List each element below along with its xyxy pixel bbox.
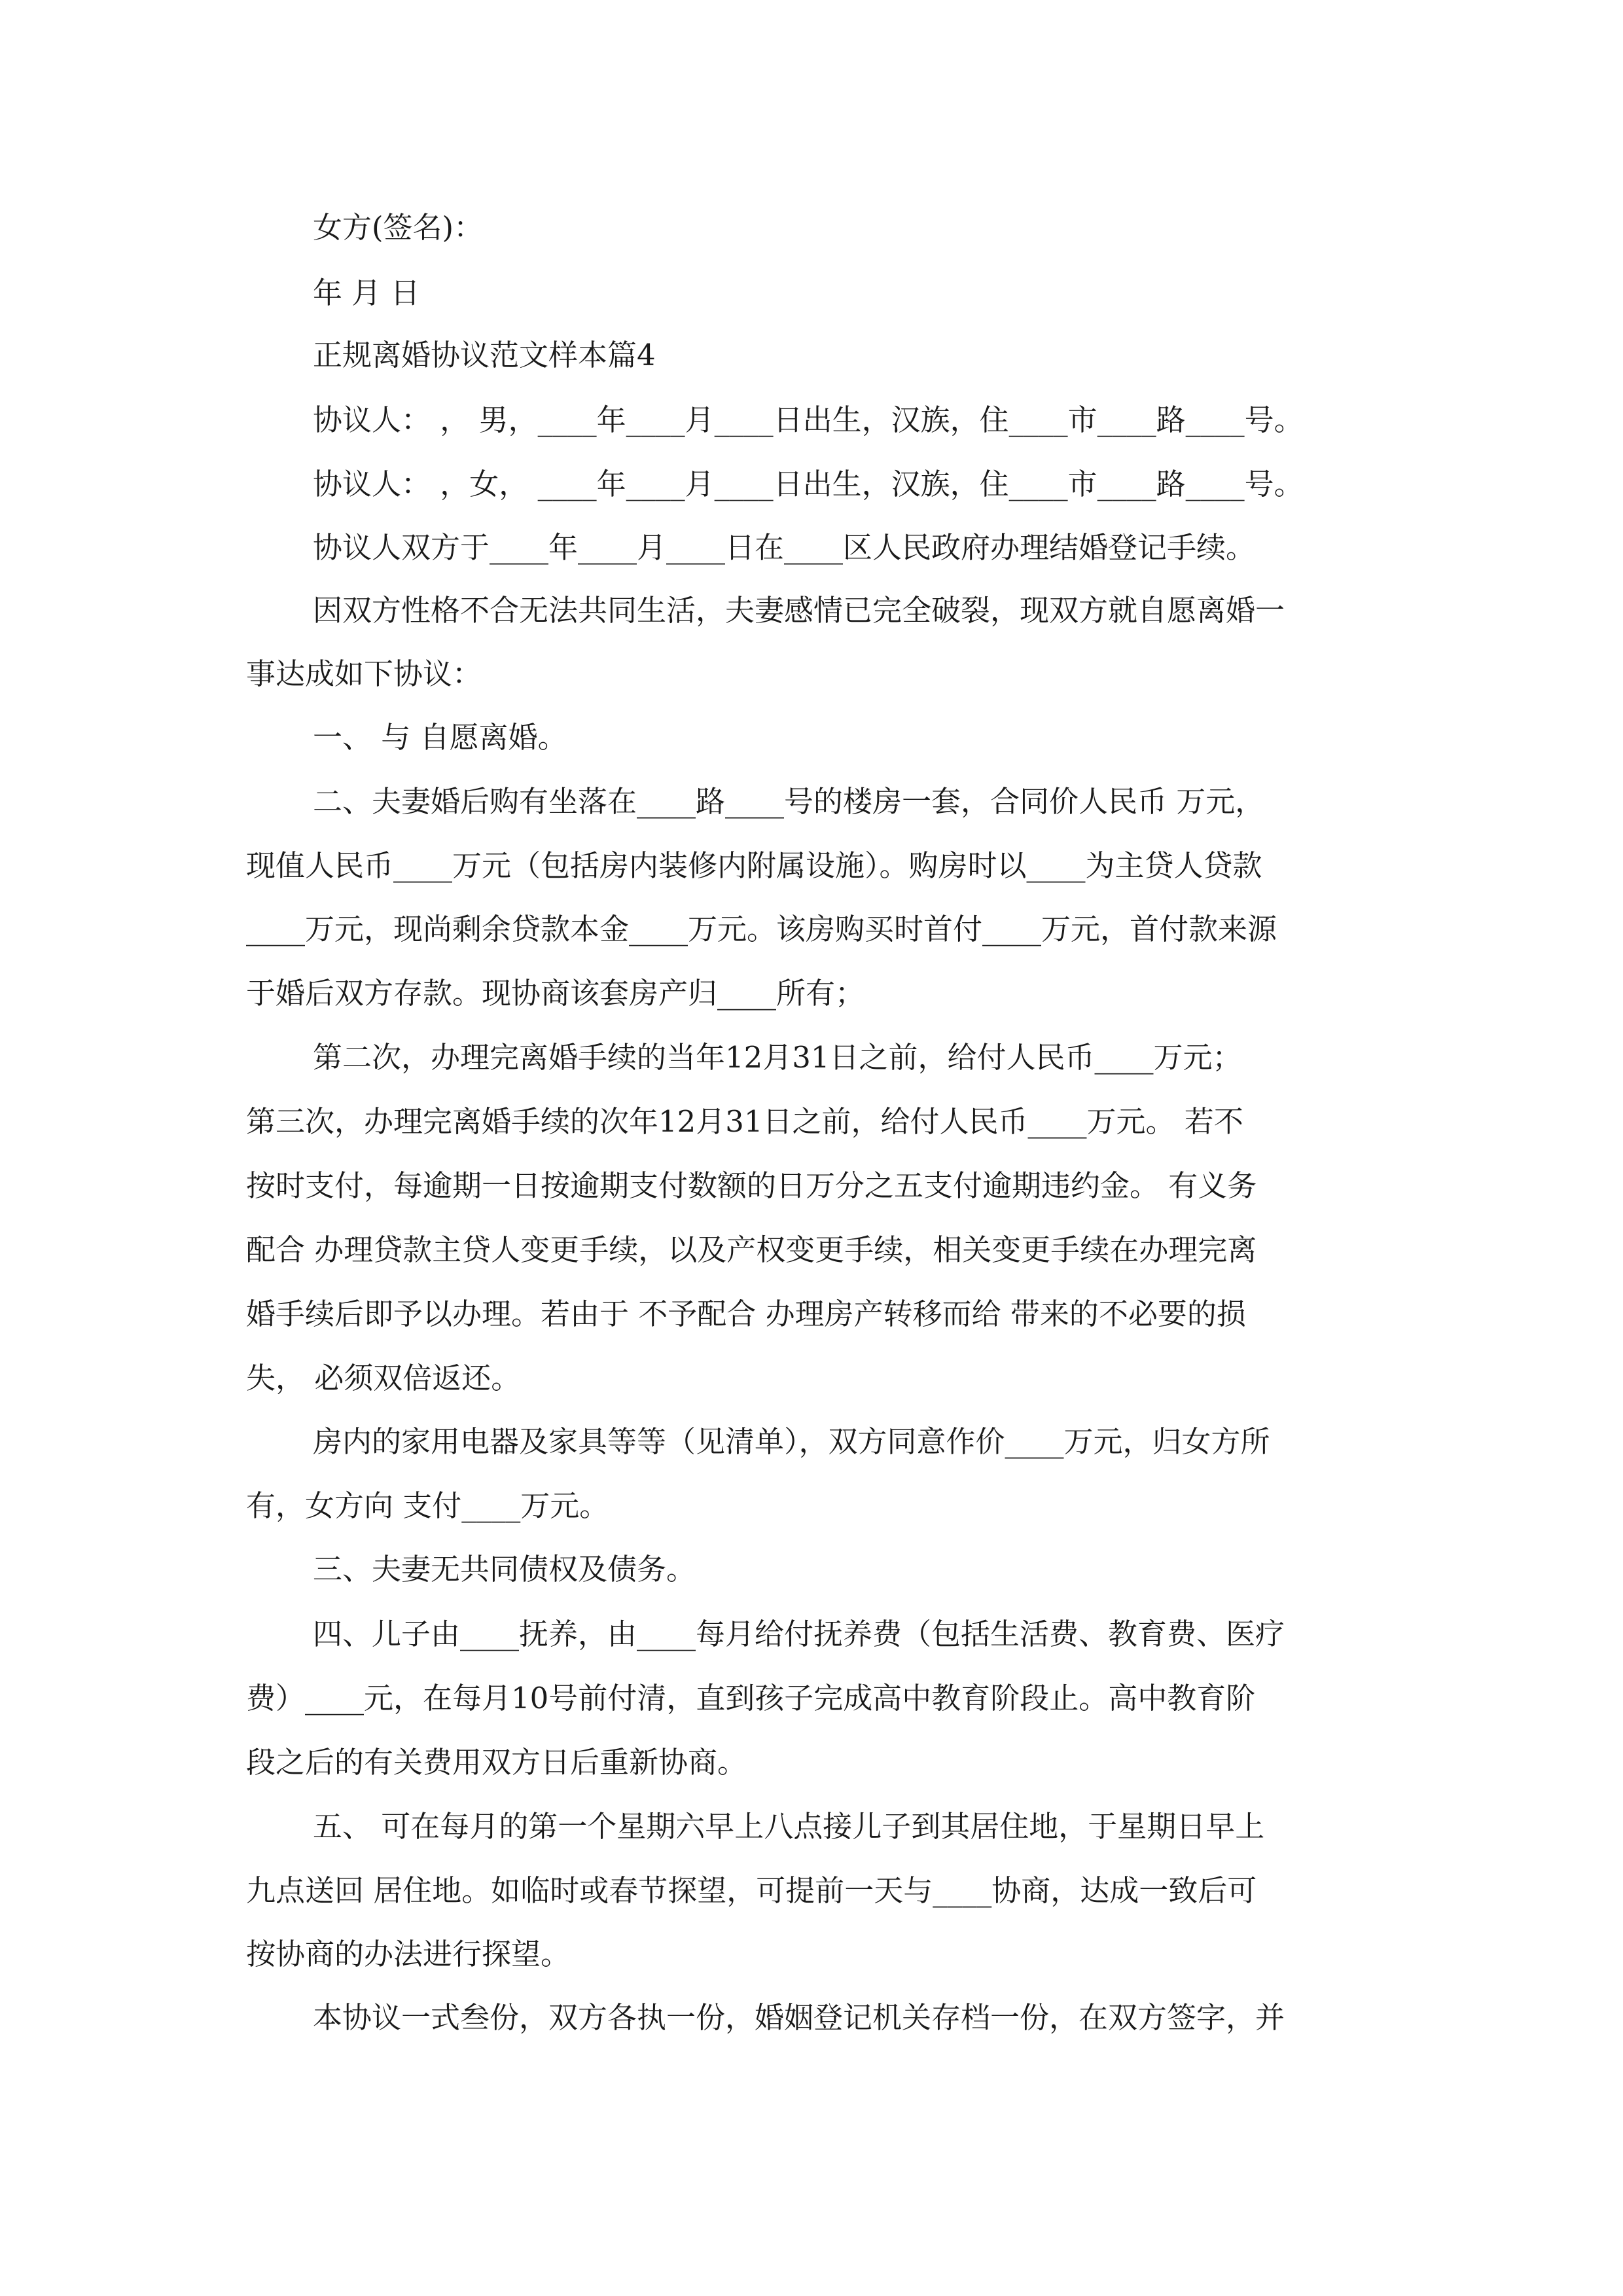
clause-one: 一、 与 自愿离婚。 (313, 720, 567, 755)
clause-two-line: ____万元，现尚剩余贷款本金____万元。该房购买时首付____万元，首付款来源 (246, 912, 1277, 946)
clause-two-line: 二、夫妻婚后购有坐落在____路____号的楼房一套，合同价人民币 万元， (313, 784, 1265, 819)
section-title: 正规离婚协议范文样本篇4 (313, 338, 656, 372)
party-two-line: 协议人： ，女， ____年____月____日出生，汉族，住____市____路____号。 (313, 467, 1304, 501)
clause-two-line: 于婚后双方存款。现协商该套房产归____所有； (246, 976, 865, 1011)
appliances-line: 房内的家用电器及家具等等（见清单），双方同意作价____万元，归女方所 (313, 1424, 1270, 1459)
party-one-line: 协议人： ， 男，____年____月____日出生，汉族，住____市____路____号。 (313, 403, 1304, 437)
clause-four-line: 费）____元，在每月10号前付清，直到孩子完成高中教育阶段止。高中教育阶 (246, 1681, 1256, 1715)
payment-line: 婚手续后即予以办理。若由于 不予配合 办理房产转移而给 带来的不必要的损 (246, 1297, 1246, 1331)
clause-three: 三、夫妻无共同债权及债务。 (313, 1552, 696, 1587)
closing-line: 本协议一式叁份，双方各执一份，婚姻登记机关存档一份，在双方签字，并 (313, 2000, 1285, 2035)
payment-line: 第二次，办理完离婚手续的当年12月31日之前，给付人民币____万元； (313, 1040, 1242, 1075)
appliances-line: 有，女方向 支付____万元。 (246, 1488, 609, 1523)
payment-line: 配合 办理贷款主贷人变更手续，以及产权变更手续，相关变更手续在办理完离 (246, 1232, 1257, 1267)
date-line: 年 月 日 (313, 276, 420, 310)
clause-five-line: 九点送回 居住地。如临时或春节探望，可提前一天与____协商，达成一致后可 (246, 1873, 1257, 1908)
clause-four-line: 四、儿子由____抚养，由____每月给付抚养费（包括生活费、教育费、医疗 (313, 1617, 1285, 1651)
clause-two-line: 现值人民币____万元（包括房内装修内附属设施）。购房时以____为主贷人贷款 (246, 848, 1262, 883)
paragraph-line: 因双方性格不合无法共同生活，夫妻感情已完全破裂，现双方就自愿离婚一 (313, 593, 1285, 628)
clause-four-line: 段之后的有关费用双方日后重新协商。 (246, 1745, 747, 1780)
payment-line: 按时支付，每逾期一日按逾期支付数额的日万分之五支付逾期违约金。 有义务 (246, 1168, 1257, 1203)
payment-line: 失， 必须双倍返还。 (246, 1361, 521, 1395)
paragraph-line: 事达成如下协议： (246, 656, 482, 691)
payment-line: 第三次，办理完离婚手续的次年12月31日之前，给付人民币____万元。 若不 (246, 1104, 1243, 1139)
clause-five-line: 按协商的办法进行探望。 (246, 1937, 571, 1971)
female-signature-line: 女方(签名)： (313, 210, 484, 245)
clause-five-line: 五、 可在每月的第一个星期六早上八点接儿子到其居住地，于星期日早上 (313, 1809, 1265, 1844)
marriage-registration-line: 协议人双方于____年____月____日在____区人民政府办理结婚登记手续。 (313, 530, 1256, 565)
